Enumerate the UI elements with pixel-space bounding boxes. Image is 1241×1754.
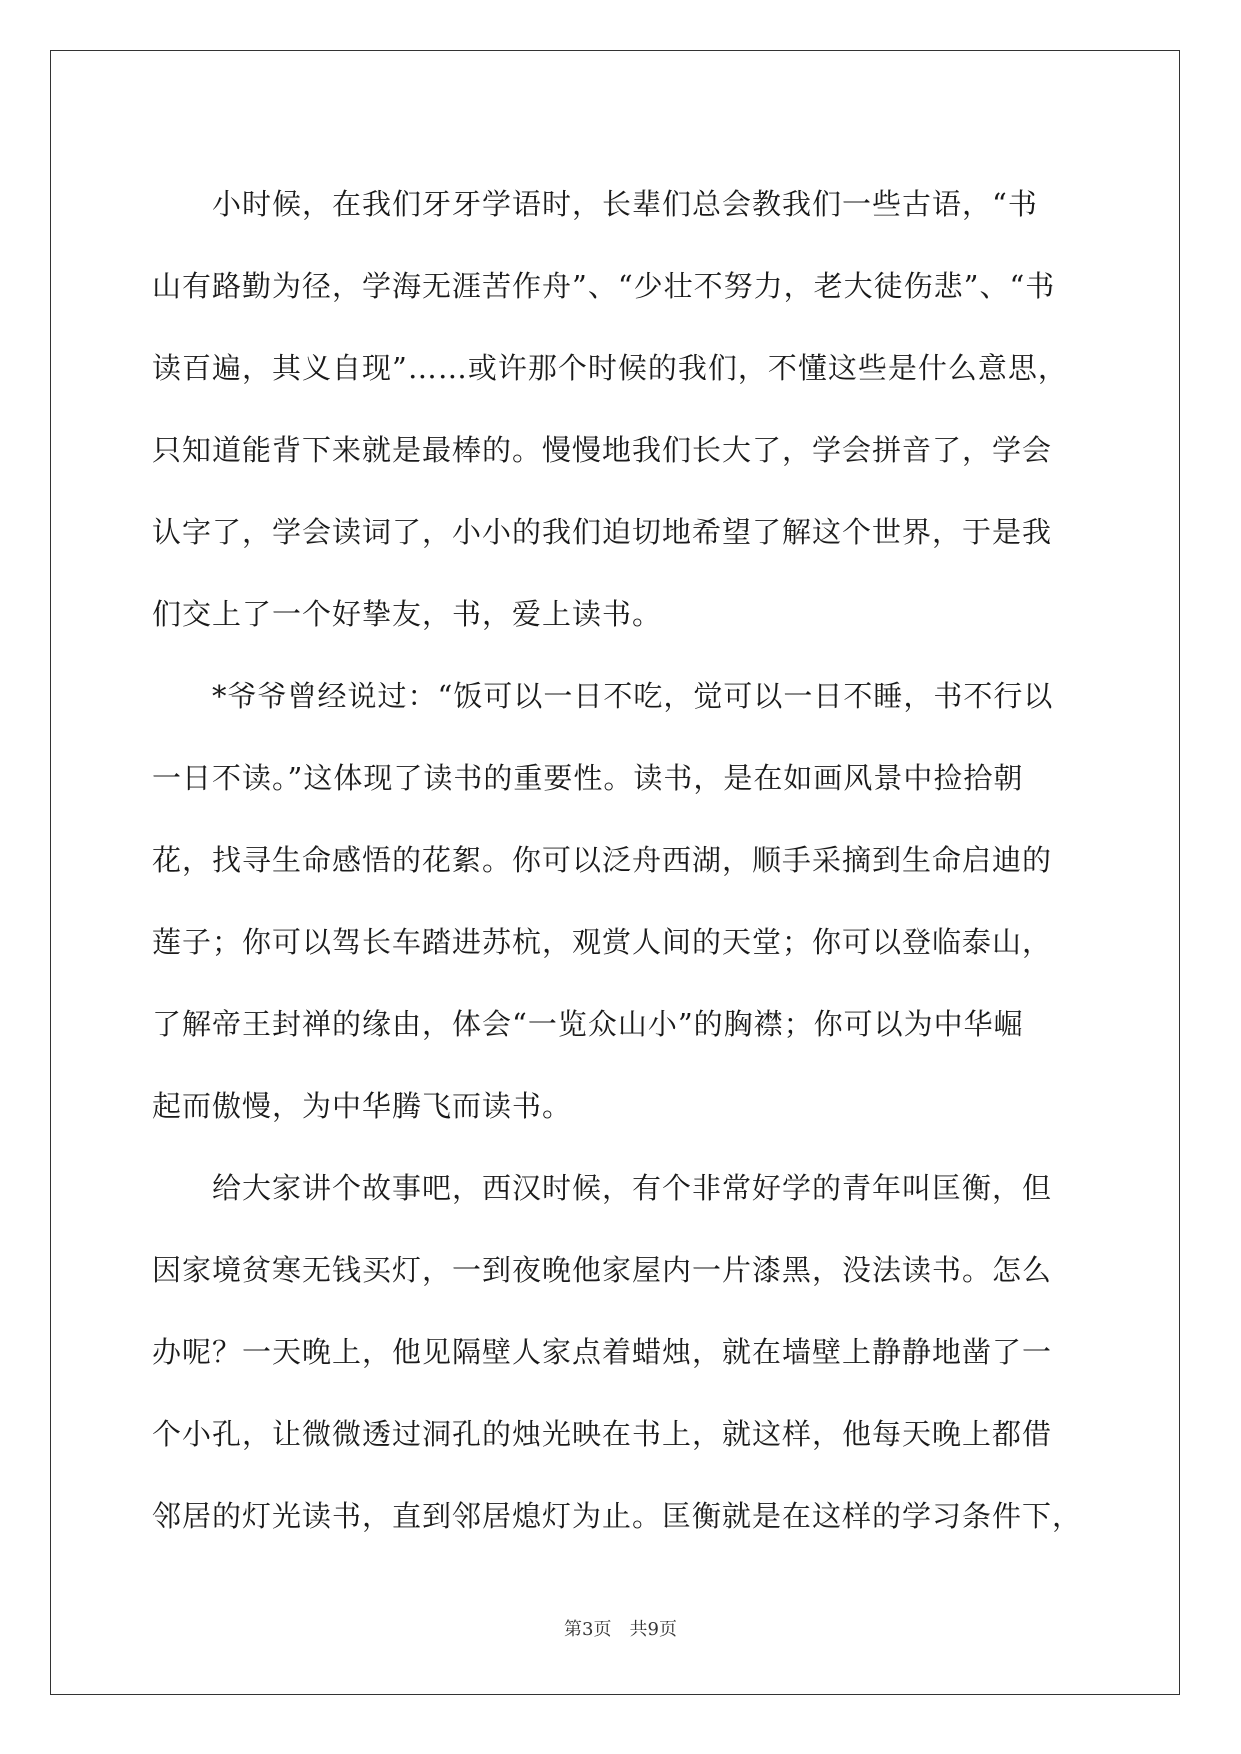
text-line: 因家境贫寒无钱买灯，一到夜晚他家屋内一片漆黑，没法读书。怎么 xyxy=(152,1253,1053,1287)
text-line: 读百遍，其义自现”……或许那个时候的我们，不懂这些是什么意思， xyxy=(152,351,1068,385)
text-line: 花，找寻生命感悟的花絮。你可以泛舟西湖，顺手采摘到生命启迪的 xyxy=(152,843,1053,877)
document-body xyxy=(152,163,1082,1557)
text-line: 起而傲慢，为中华腾飞而读书。 xyxy=(152,1089,573,1123)
text-line: 了解帝王封禅的缘由，体会“一览众山小”的胸襟；你可以为中华崛 xyxy=(152,1007,1024,1041)
text-line: 山有路勤为径，学海无涯苦作舟”、“少壮不努力，老大徒伤悲”、“书 xyxy=(152,269,1056,303)
text-line: *爷爷曾经说过：“饭可以一日不吃，觉可以一日不睡，书不行以 xyxy=(152,679,1054,713)
page-footer xyxy=(0,1615,1241,1641)
text-line: 办呢？一天晚上，他见隔壁人家点着蜡烛，就在墙壁上静静地凿了一 xyxy=(152,1335,1053,1369)
text-line: 们交上了一个好挚友，书，爱上读书。 xyxy=(152,597,663,631)
text-line: 一日不读。”这体现了读书的重要性。读书，是在如画风景中捡拾朝 xyxy=(152,761,1024,795)
text-line: 只知道能背下来就是最棒的。慢慢地我们长大了，学会拼音了，学会 xyxy=(152,433,1053,467)
text-line: 个小孔，让微微透过洞孔的烛光映在书上，就这样，他每天晚上都借 xyxy=(152,1417,1053,1451)
text-line: 邻居的灯光读书，直到邻居熄灯为止。匡衡就是在这样的学习条件下， xyxy=(152,1499,1083,1533)
text-line: 小时候，在我们牙牙学语时，长辈们总会教我们一些古语，“书 xyxy=(152,187,1038,221)
text-line: 给大家讲个故事吧，西汉时候，有个非常好学的青年叫匡衡，但 xyxy=(152,1171,1053,1205)
text-line: 莲子；你可以驾长车踏进苏杭，观赏人间的天堂；你可以登临泰山， xyxy=(152,925,1053,959)
page-number-label: 第3页 共9页 xyxy=(564,1619,677,1640)
text-line: 认字了，学会读词了，小小的我们迫切地希望了解这个世界，于是我 xyxy=(152,515,1053,549)
